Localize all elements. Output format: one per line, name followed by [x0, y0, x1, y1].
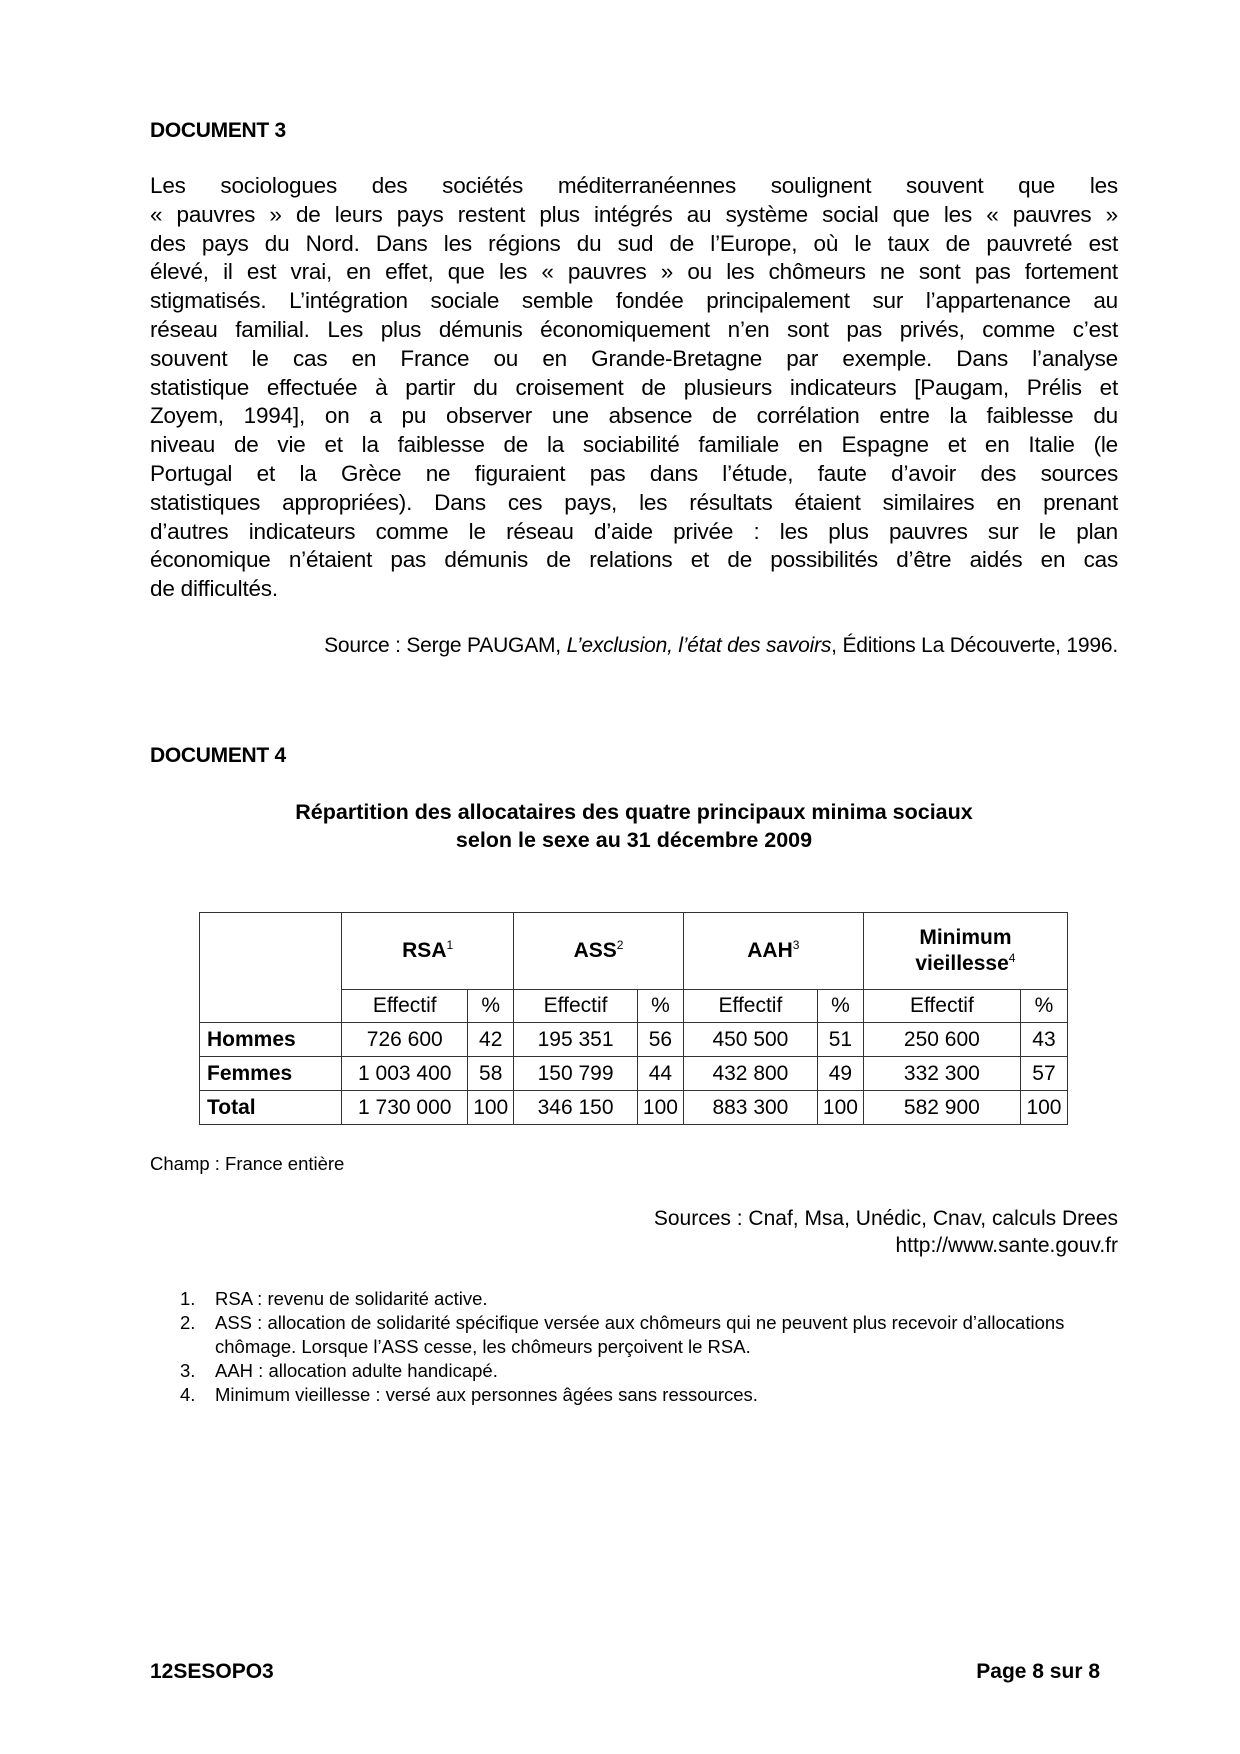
paragraph-line: économique n’étaient pas démunis de relations et de possibilités d’être aidés en cas — [150, 547, 1118, 573]
table-cell: 100 — [637, 1091, 683, 1125]
subheader-cell: Effectif — [342, 990, 468, 1023]
table-row-femmes — [200, 1057, 1068, 1091]
paragraph-line: statistique effectuée à partir du croisement de plusieurs indicateurs [Paugam, Prélis et — [150, 374, 1118, 400]
footnote-ref: 4 — [1008, 951, 1016, 965]
table-cell: 450 500 — [683, 1023, 817, 1057]
footnote-ref: 2 — [616, 938, 624, 952]
table-cell: 43 — [1020, 1023, 1067, 1057]
table-title — [150, 798, 1118, 854]
row-label: Total — [200, 1091, 342, 1125]
page-number: Page 8 sur 8 — [976, 1660, 1100, 1683]
table-cell: 57 — [1020, 1057, 1067, 1091]
table-cell: 1 003 400 — [342, 1057, 468, 1091]
footnote-item: 1. RSA : revenu de solidarité active. — [180, 1288, 488, 1309]
source-book-title: L’exclusion, l’état des savoirs — [566, 634, 832, 657]
table-cell: 332 300 — [863, 1057, 1020, 1091]
source-prefix: Source : Serge PAUGAM, — [324, 634, 567, 657]
group-header-aah: AAH$^3$ — [683, 913, 863, 990]
table-cell: 56 — [637, 1023, 683, 1057]
table-group-header-row — [200, 913, 1068, 990]
paragraph-line: élevé, il est vrai, en effet, que les « pauvres » ou les chômeurs ne sont pas fortement — [150, 259, 1118, 285]
subheader-cell: % — [637, 990, 683, 1023]
row-label: Hommes — [200, 1023, 342, 1057]
table-row-total — [200, 1091, 1068, 1125]
subheader-cell: % — [817, 990, 863, 1023]
paragraph-line: des pays du Nord. Dans les régions du sud de l’Europe, où le taux de pauvreté est — [150, 230, 1118, 256]
table-cell: 1 730 000 — [342, 1091, 468, 1125]
table-cell: 195 351 — [514, 1023, 638, 1057]
subheader-cell: Effectif — [683, 990, 817, 1023]
table-cell: 582 900 — [863, 1091, 1020, 1125]
table-sources — [654, 1205, 1118, 1259]
table-subheader-row — [200, 990, 1068, 1023]
group-header-rsa: RSA$^1$ — [342, 913, 514, 990]
table-cell: 726 600 — [342, 1023, 468, 1057]
table-cell: 250 600 — [863, 1023, 1020, 1057]
footnote-item: 3. AAH : allocation adulte handicapé. — [180, 1360, 498, 1381]
paragraph-line: niveau de vie et la faiblesse de la sociabilité familiale en Espagne et en Italie (le — [150, 432, 1118, 458]
paragraph-line: Portugal et la Grèce ne figuraient pas dans l’étude, faute d’avoir des sources — [150, 460, 1118, 486]
table-cell: 44 — [637, 1057, 683, 1091]
paragraph-line: « pauvres » de leurs pays restent plus intégrés au système social que les « pauvres » — [150, 201, 1118, 227]
paragraph-line: Zoyem, 1994], on a pu observer une absence de corrélation entre la faiblesse du — [150, 403, 1118, 429]
table-corner-cell-low — [200, 990, 342, 1023]
sources-line: Sources : Cnaf, Msa, Unédic, Cnav, calculs Drees — [653, 1207, 1118, 1230]
subheader-cell: Effectif — [863, 990, 1020, 1023]
paragraph-line: souvent le cas en France ou en Grande-Bretagne par exemple. Dans l’analyse — [150, 345, 1118, 371]
table-row-hommes — [200, 1023, 1068, 1057]
source-suffix: , Éditions La Découverte, 1996. — [831, 634, 1118, 657]
table-cell: 346 150 — [514, 1091, 638, 1125]
footnote-item: 2. ASS : allocation de solidarité spécifique versée aux chômeurs qui ne peuvent plus recevoir d’allocations chômage. Lorsque l’ASS cesse, les chômeurs perçoivent le RSA. — [180, 1312, 1065, 1357]
document-3-paragraph — [150, 172, 1118, 604]
paragraph-line: stigmatisés. L’intégration sociale semble fondée principalement sur l’appartenance au — [150, 288, 1118, 314]
subheader-cell: % — [468, 990, 514, 1023]
paragraph-line: de difficultés. — [150, 576, 278, 602]
footnote-ref: 1 — [446, 938, 454, 952]
footnotes-list — [180, 1287, 1075, 1407]
paragraph-line: Les sociologues des sociétés méditerranéennes soulignent souvent que les — [150, 173, 1118, 198]
exam-code: 12SESOPO3 — [150, 1660, 274, 1683]
table-cell: 150 799 — [514, 1057, 638, 1091]
table-cell: 58 — [468, 1057, 514, 1091]
table-cell: 49 — [817, 1057, 863, 1091]
subheader-cell: % — [1020, 990, 1067, 1023]
paragraph-line: statistiques appropriées). Dans ces pays, les résultats étaient similaires en prenant — [150, 489, 1118, 515]
group-header-minimum-vieillesse: Minimum vieillesse$^4$ — [863, 913, 1067, 990]
table-cell: 42 — [468, 1023, 514, 1057]
table-cell: 432 800 — [683, 1057, 817, 1091]
sources-url: http://www.sante.gouv.fr — [895, 1234, 1118, 1257]
document-3-source — [324, 634, 1118, 658]
champ-note: Champ : France entière — [150, 1153, 345, 1174]
footnote-item: 4. Minimum vieillesse : versé aux personnes âgées sans ressources. — [180, 1384, 758, 1405]
subheader-cell: Effectif — [514, 990, 638, 1023]
document-4-heading: DOCUMENT 4 — [150, 744, 286, 767]
paragraph-line: réseau familial. Les plus démunis économiquement n’en sont pas privés, comme c’est — [150, 316, 1118, 342]
paragraph-line: d’autres indicateurs comme le réseau d’aide privée : les plus pauvres sur le plan — [150, 518, 1118, 544]
row-label: Femmes — [200, 1057, 342, 1091]
table-cell: 100 — [468, 1091, 514, 1125]
table-cell: 100 — [817, 1091, 863, 1125]
minima-sociaux-table — [199, 912, 1068, 1125]
table-cell: 100 — [1020, 1091, 1067, 1125]
table-corner-cell — [200, 913, 342, 990]
table-title-line-2: selon le sexe au 31 décembre 2009 — [455, 828, 813, 852]
footnote-ref: 3 — [792, 938, 800, 952]
table-cell: 883 300 — [683, 1091, 817, 1125]
document-3-heading: DOCUMENT 3 — [150, 119, 286, 142]
group-header-ass: ASS$^2$ — [514, 913, 684, 990]
table-title-line-1: Répartition des allocataires des quatre principaux minima sociaux — [295, 800, 973, 824]
table-cell: 51 — [817, 1023, 863, 1057]
